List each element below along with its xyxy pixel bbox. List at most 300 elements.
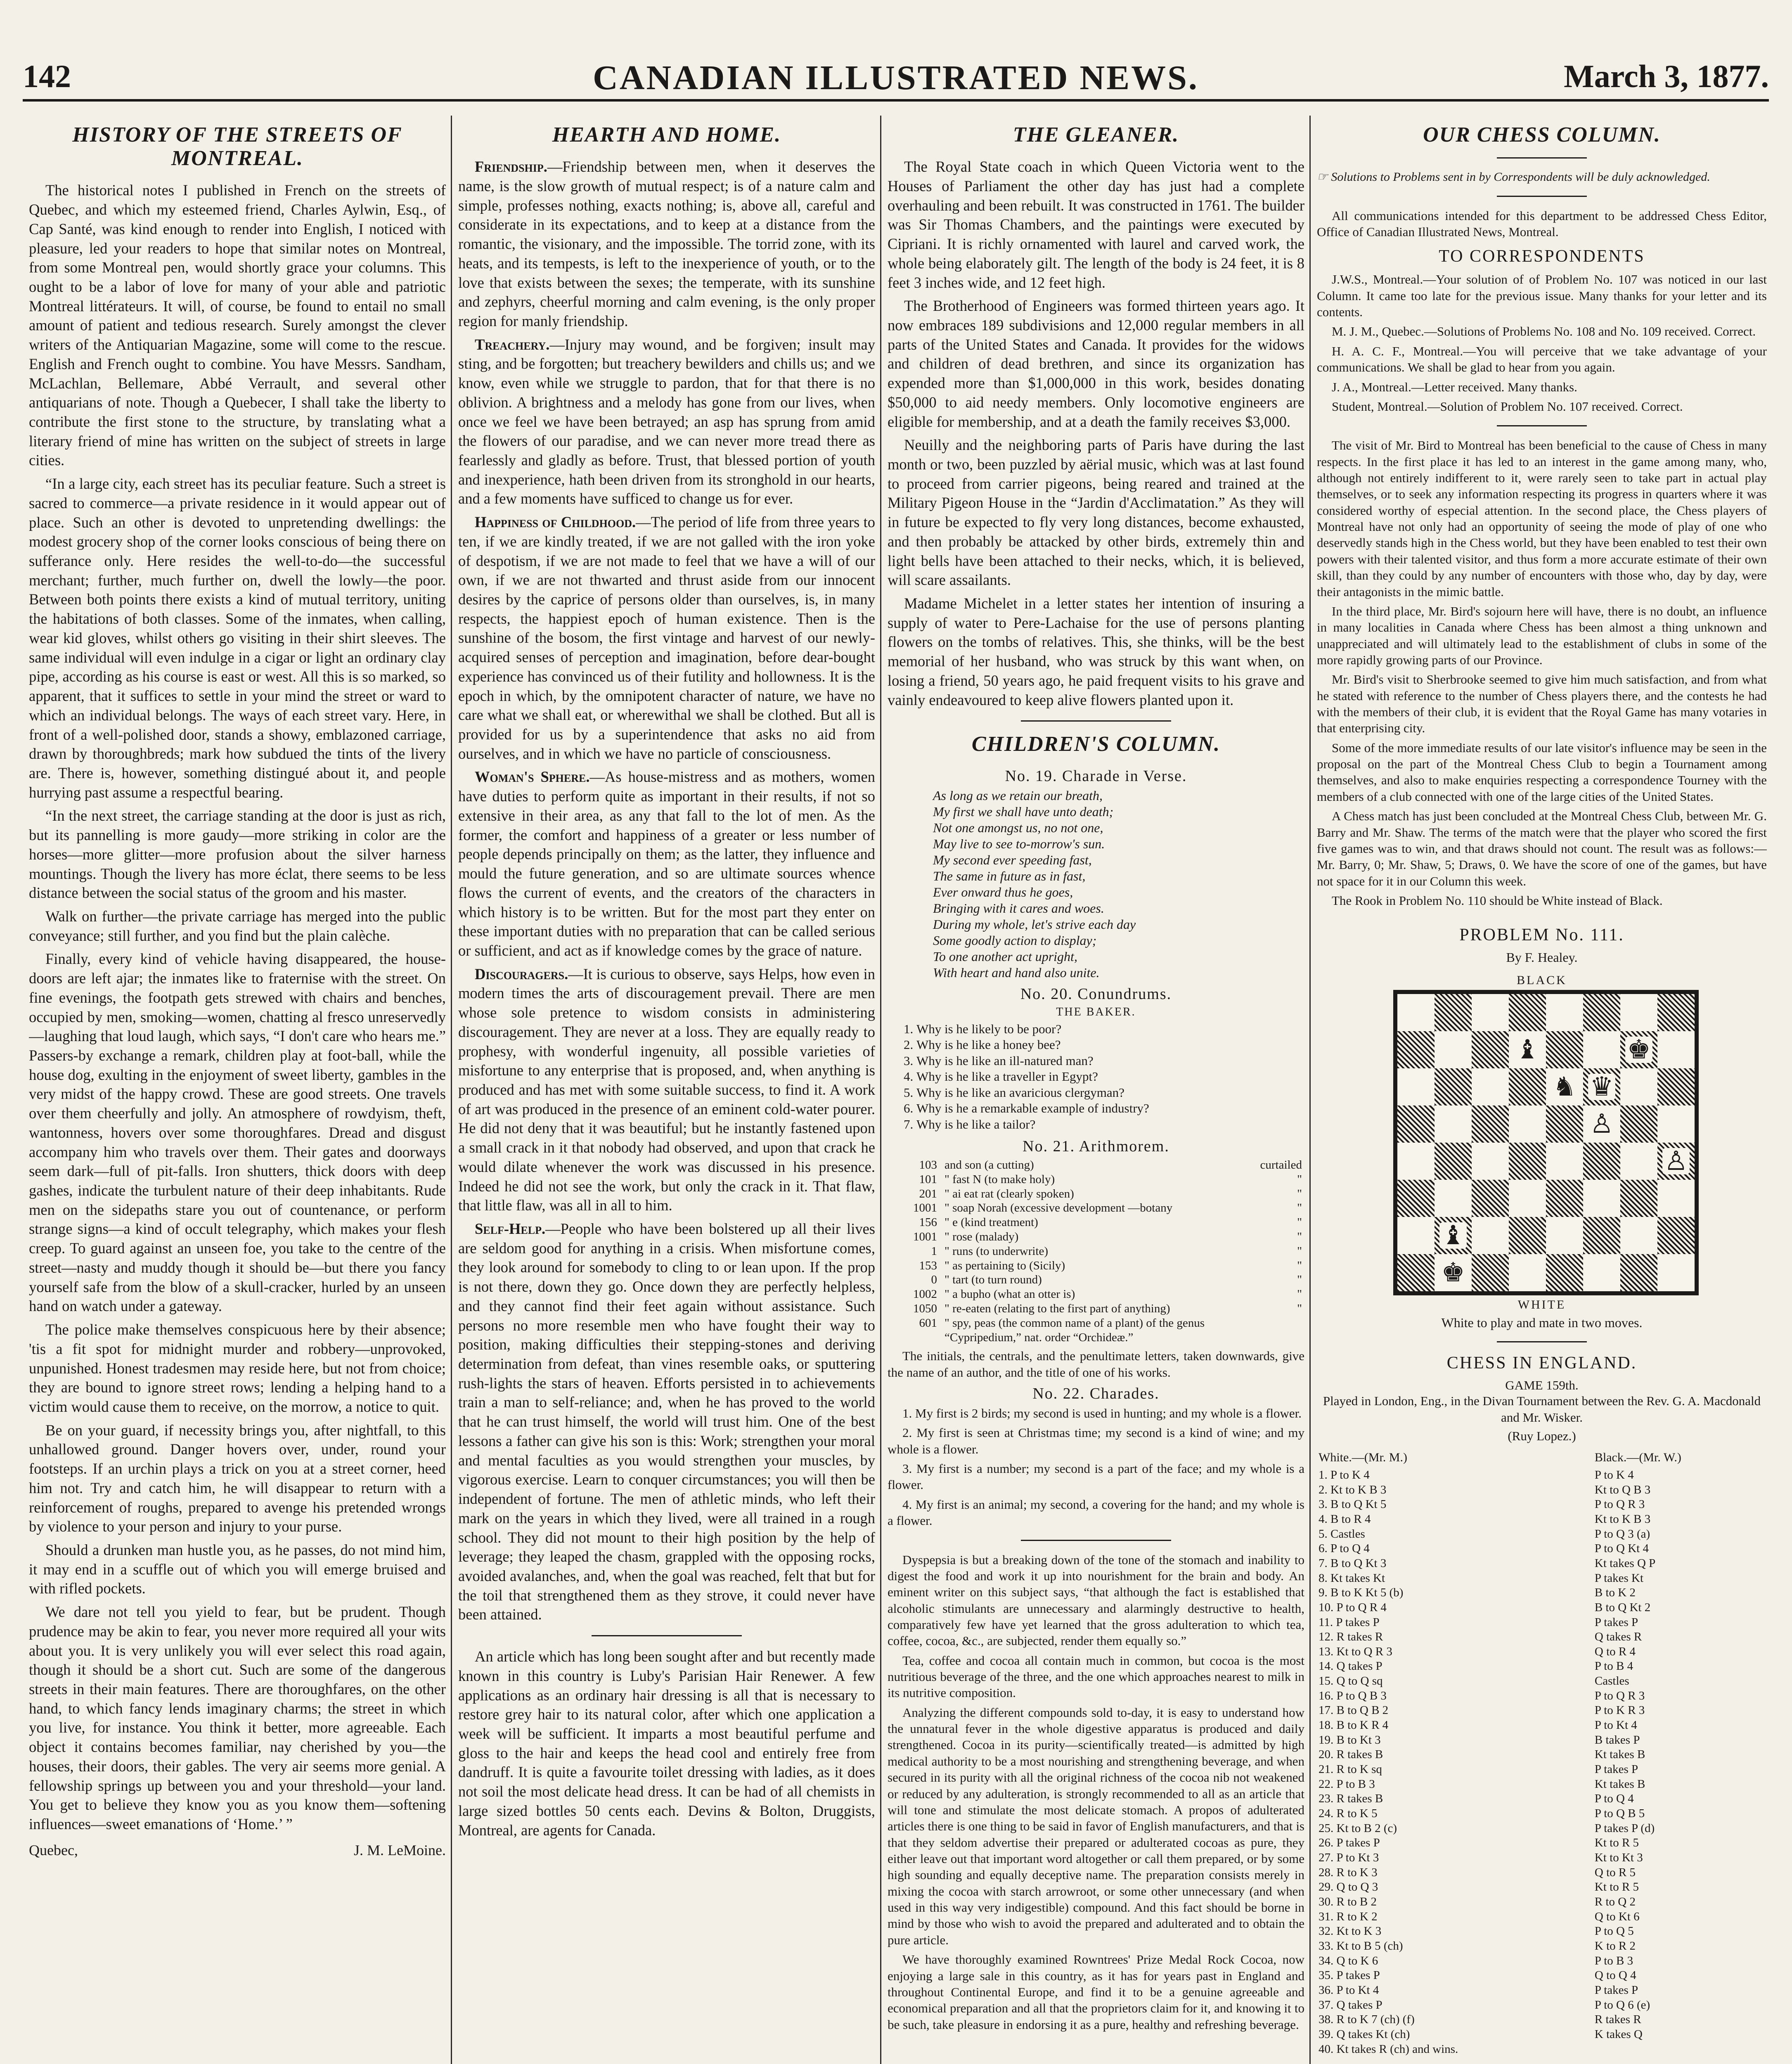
chess-piece-icon: ♙: [1662, 1148, 1689, 1174]
arithmorem-clue: and son (a cutting): [945, 1158, 1034, 1172]
black-move: B takes P: [1594, 1733, 1640, 1747]
black-move: P to B 4: [1594, 1659, 1633, 1673]
move-row: [1317, 1483, 1767, 1498]
arithmorem-note: ": [1297, 1201, 1302, 1215]
black-move: Kt to R 5: [1594, 1880, 1639, 1894]
article-paragraph: [458, 335, 875, 509]
black-move: P to Q 4: [1594, 1792, 1634, 1806]
arithmorem-note: ": [1297, 1230, 1302, 1243]
article-paragraph: Should a drunken man hustle you, as he passes, do not mind him, it may end in a scuffle out of which you will emerge bruised and with rifled pockets.: [29, 1541, 446, 1597]
white-move: 4. B to R 4: [1319, 1512, 1371, 1526]
move-row: [1317, 1571, 1767, 1586]
white-move: 5. Castles: [1319, 1527, 1365, 1541]
conundrum-item: 2. Why is he like a honey bee?: [916, 1037, 1304, 1053]
arithmorem-clue: " a bupho (what an otter is): [945, 1288, 1075, 1301]
move-row: [1317, 1556, 1767, 1571]
white-move: 22. P to B 3: [1319, 1777, 1375, 1791]
move-row: [1317, 1880, 1767, 1895]
paragraph-text: An article which has long been sought after and but recently made known in this country is Luby's Parisian Hair Renewer. A few applications as an ordinary hair dressing is all that is necessary to restore grey hair to its natural color, after which one application a week will be sufficient. It imparts a most beautiful perfume and gloss to the hair and keeps the head cool and entirely free from dandruff. It is quite a favourite toilet dressing with ladies, as it does not soil the most delicate head dress. It can be had of all chemists in large sized bottles 50 cents each. Devins & Bolton, Druggists, Montreal, are agents for Canada.: [458, 1648, 875, 1839]
article-title: HISTORY OF THE STREETS OF MONTREAL.: [72, 123, 402, 170]
arithmorem-clue: " e (kind treatment): [945, 1216, 1038, 1229]
white-move: 20. R takes B: [1319, 1748, 1383, 1761]
move-row: [1317, 1689, 1767, 1704]
section-rule: [1497, 425, 1587, 426]
white-move: 35. P takes P: [1319, 1969, 1380, 1982]
chess-note-text: Solutions to Problems sent in by Correspondents will be duly acknowledged.: [1331, 170, 1710, 184]
white-move: 31. R to K 2: [1319, 1910, 1378, 1923]
board-square: [1620, 1068, 1657, 1105]
white-header: White.—(Mr. M.): [1319, 1451, 1407, 1465]
arithmorem-row: [888, 1230, 1304, 1244]
board-square: [1509, 1180, 1546, 1217]
article-title: HEARTH AND HOME.: [552, 123, 781, 147]
chess-note: [1317, 169, 1767, 185]
white-move: 25. Kt to B 2 (c): [1319, 1821, 1397, 1835]
section-rule: [1497, 196, 1587, 197]
black-move: P to Q 6 (e): [1594, 1998, 1650, 2012]
white-label: WHITE: [1517, 1298, 1566, 1312]
black-move: Q to R 5: [1594, 1865, 1636, 1879]
board-square: [1583, 1105, 1620, 1143]
article-paragraph: [458, 965, 875, 1215]
arithmorem-note: ": [1297, 1288, 1302, 1301]
arithmorem-row: [888, 1172, 1304, 1187]
board-square: [1546, 994, 1583, 1031]
board-square: [1509, 1031, 1546, 1068]
article-paragraph: [458, 513, 875, 763]
pointing-hand-icon: ☞: [1317, 170, 1328, 184]
verse-line: Bringing with it cares and woes.: [933, 900, 1104, 916]
chess-paragraphs: [1317, 437, 1767, 909]
white-move: 38. R to K 7 (ch) (f): [1319, 2013, 1415, 2026]
charade-item: 2. My first is seen at Christmas time; my second is a kind of wine; and my whole is a flower.: [888, 1425, 1304, 1456]
black-move: B to Q Kt 2: [1594, 1600, 1651, 1614]
chess-piece-icon: ♝: [1514, 1037, 1541, 1063]
board-square: [1546, 1143, 1583, 1180]
board-square: [1397, 1143, 1435, 1180]
board-square: [1472, 1143, 1509, 1180]
conundrum-item: 4. Why is he like a traveller in Egypt?: [916, 1069, 1304, 1084]
correspondent-item: M. J. M., Quebec.—Solutions of Problems No. 108 and No. 109 received. Correct.: [1332, 324, 1756, 339]
article-paragraph: We dare not tell you yield to fear, but be prudent. Though prudence may be akin to fear, you never more required all your wits about you. It is very unlikely you will ever select this road again, though it should be a short cut. Such are some of the dangerous streets in their main features. There are thoroughfares, on the other hand, to which fancy lends imaginary charms; the street in which you live, for instance. You think it better, more agreeable. Each object it contains becomes familiar, nay cherished by you—the houses, their doors, their gables. The very air seems more genial. A fellowship springs up between you and your threshold—your land. You get to believe they know you as you know them—softening influences—sweet emanations of ‘Home.’ ”: [29, 1603, 446, 1833]
board-square: [1397, 1217, 1435, 1254]
board-square: [1472, 1068, 1509, 1105]
article-title: THE GLEANER.: [1013, 123, 1179, 147]
black-move: Q to R 4: [1594, 1645, 1636, 1658]
article-body: [29, 181, 446, 1834]
move-row: [1317, 1541, 1767, 1556]
white-move: 2. Kt to K B 3: [1319, 1483, 1387, 1496]
game-opening: (Ruy Lopez.): [1508, 1429, 1576, 1444]
move-row: [1317, 1497, 1767, 1512]
board-square: [1546, 1031, 1583, 1068]
section-rule: [1497, 157, 1587, 159]
black-move: P to K 4: [1594, 1468, 1634, 1482]
black-move: Kt to Kt 3: [1594, 1851, 1643, 1865]
white-move: 15. Q to Q sq: [1319, 1674, 1383, 1688]
move-row: [1317, 1865, 1767, 1880]
verse-line: Not one amongst us, no not one,: [933, 820, 1103, 835]
move-row: [1317, 1954, 1767, 1969]
paragraph-text: —It is curious to observe, says Helps, how even in modern times the arts of discouragement prevail. There are men whose sole pretence to wisdom consists in administering discouragement. They are never at a loss. They are equally ready to prophesy, with wonderful ingenuity, all possible varieties of misfortune to any enterprise that is proposed, and, when anything is produced and has met with some suitable success, to find it. A work of art was produced in the presence of an eminent cold-water pourer. He did not deny that it was beautiful; but he instantly fastened upon a small crack in it that nobody had observed, and upon that crack he would dilate whenever the work was discussed in his presence. Indeed he did not see the work, but only the crack in it. That flaw, that little flaw, was all in all to him.: [458, 965, 875, 1214]
column-gleaner: [888, 116, 1304, 2064]
chess-piece-icon: ♛: [1588, 1074, 1615, 1100]
column-chess: [1317, 116, 1767, 2064]
game-moves-table: [1317, 1450, 1767, 2057]
board-square: [1472, 994, 1509, 1031]
chess-paragraph: In the third place, Mr. Bird's sojourn here will have, there is no doubt, an influence in many localities in Canada where Chess has been almost a thing unknown and unappreciated and will ultimately lead to the establishment of clubs in some of the more rapidly growing parts of our Province.: [1317, 604, 1767, 667]
move-row: [1317, 1777, 1767, 1792]
article-paragraph: The Royal State coach in which Queen Victoria went to the Houses of Parliament the other day has just had a complete overhauling and been rebuilt. It was constructed in 1761. The builder was Sir Thomas Chambers, and the paintings were executed by Cipriani. It is richly ornamented with laurel and carved work, the whole being elaborately gilt. The length of the body is 24 feet, it is 8 feet 3 inches wide, and 12 feet high.: [888, 158, 1304, 291]
arithmorem-note: ": [1297, 1172, 1302, 1186]
board-square: [1509, 1143, 1546, 1180]
white-move: 24. R to K 5: [1319, 1807, 1378, 1820]
signature-place: Quebec,: [29, 1842, 78, 1858]
advert-paragraph: We have thoroughly examined Rowntrees' Prize Medal Rock Cocoa, now enjoying a large sale in this country, as it has for years past in England and throughout Continental Europe, and find it to be a genuine agreeable and economical preparation and all that the proprietors claim for it, and knowing it to be such, take pleasure in endorsing it as a pure, healthy and refreshing beverage.: [888, 1952, 1304, 2032]
move-row: [1317, 1983, 1767, 1998]
white-move: 7. B to Q Kt 3: [1319, 1556, 1387, 1570]
verse-line: The same in future as in fast,: [933, 868, 1086, 883]
white-move: 32. Kt to K 3: [1319, 1924, 1382, 1938]
section-rule: [1497, 1341, 1587, 1342]
white-move: 39. Q takes Kt (ch): [1319, 2027, 1410, 2041]
board-square: [1620, 1105, 1657, 1143]
white-move: 33. Kt to B 5 (ch): [1319, 1939, 1403, 1953]
correspondent-item: H. A. C. F., Montreal.—You will perceive that we take advantage of your communications. We shall be glad to hear from you again.: [1317, 343, 1767, 375]
issue-date: March 3, 1877.: [1564, 58, 1769, 94]
article-paragraph: The police make themselves conspicuous here by their absence; 'tis a fit spot for midnight murder and robbery—unprovoked, unpunished. Honest tradesmen may reside here, but not from choice; they are bound to ignore street rows; lending a helping hand to a victim would cause them to receive, on the morrow, a notice to quit.: [29, 1321, 446, 1415]
move-row: [1317, 1468, 1767, 1483]
article-paragraph: “In a large city, each street has its peculiar feature. Such a street is sacred to commerce—a private residence in it would appear out of place. Such an other is devoted to unpretending dwellings: the modest grocery shop of the corner looks conscious of being there on sufferance only. Here resides the well-to-do—the successful merchant; further, much further on, dwell the lowly—the poor. Between both points there exists a kind of mutual territory, uniting the habitations of both classes. Some of the inmates, when calling, wear kid gloves, whilst others go visiting in their shirt sleeves. The same individual will even indulge in a cigar or light an ordinary clay pipe, according as his course is east or west. All this is so marked, so apparent, that it suffices to settle in your mind the street or ward to which an individual belongs. The ways of each street vary. Here, in front of a well-polished door, stands a showy, emblazoned carriage, drawn by thoroughbreds; mark how subdued the tints of the livery are. There is, however, something distingué about it, and people hurrying past assume a respectful bearing.: [29, 475, 446, 801]
verse-line: My second ever speeding fast,: [933, 852, 1092, 867]
arithmorem-note: [1240, 1316, 1304, 1345]
charade-item: 3. My first is a number; my second is a part of the face; and my whole is a flower.: [888, 1461, 1304, 1492]
verse-line: May live to see to-morrow's sun.: [933, 836, 1105, 851]
problem-title: PROBLEM No. 111.: [1459, 925, 1624, 945]
board-square: [1620, 994, 1657, 1031]
move-row: [1317, 1703, 1767, 1718]
paragraph-lead: Treachery.: [475, 336, 550, 353]
move-row: [1317, 1910, 1767, 1924]
black-move: B to K 2: [1594, 1586, 1636, 1600]
paragraph-text: —As house-mistress and as mothers, women have duties to perform quite as important in their results, if not so extensive in their area, as any that fall to the lot of men. As the former, the comfort and happiness of a greater or less number of people depends principally on them; as the latter, they influence and mould the future generation, and so are ultimate sources whence flows the current of events, and the creators of the characters in which history is to be written. But for the most part they enter on these important duties with no preparation that can be called serious or sufficient, and act as if knowledge comes by the grace of nature.: [458, 768, 875, 959]
board-square: [1657, 1180, 1695, 1217]
conundrum-item: 6. Why is he a remarkable example of industry?: [916, 1101, 1304, 1116]
board-square: [1472, 1031, 1509, 1068]
arithmorem-clue: " re-eaten (relating to the first part of anything): [945, 1302, 1170, 1315]
arithmorem-number: 1001: [913, 1201, 937, 1215]
move-row: [1317, 1512, 1767, 1527]
chess-paragraph: The Rook in Problem No. 110 should be White instead of Black.: [1332, 893, 1663, 908]
masthead: [23, 25, 1769, 120]
board-square: [1472, 1217, 1509, 1254]
black-move: Kt takes B: [1594, 1777, 1645, 1791]
arithmorem-number: 1: [931, 1244, 937, 1258]
arithmorem-note: curtailed: [1260, 1158, 1302, 1172]
board-square: [1620, 1031, 1657, 1068]
white-move: 13. Kt to Q R 3: [1319, 1645, 1392, 1658]
board-square: [1657, 1143, 1695, 1180]
board-square: [1657, 994, 1695, 1031]
black-move: P takes Kt: [1594, 1571, 1644, 1585]
paragraph-text: —The period of life from three years to ten, if we are kindly treated, if we are not galled with the iron yoke of despotism, if we are not made to feel that we have a will of our own, if we are not thwarted and thrust aside from our innocent desires by the caprice of persons older than ourselves, is, in many respects, the happiest epoch of human existence. Then is the sunshine of the bosom, the first vintage and harvest of our newly-acquired senses of perception and imagination, before dear-bought experience has convinced us of their futility and hollowness. It is the epoch in which, by the omnipotent character of nature, we have no care what we shall eat, or wherewithal we shall be clothed. But all is provided for us by a superintendence that asks no aid from ourselves, and in which we have no particle of consciousness.: [458, 514, 875, 762]
board-square: [1657, 1031, 1695, 1068]
conundrum-item: 7. Why is he like a tailor?: [916, 1117, 1304, 1132]
board-square: [1620, 1143, 1657, 1180]
conundrum-item: 5. Why is he like an avaricious clergyman?: [916, 1085, 1304, 1101]
verse-line: During my whole, let's strive each day: [933, 916, 1136, 932]
board-square: [1583, 1031, 1620, 1068]
board-square: [1546, 1254, 1583, 1291]
board-square: [1397, 1068, 1435, 1105]
move-row: [1317, 1600, 1767, 1615]
arithmorem-clue: " fast N (to make holy): [945, 1172, 1055, 1186]
move-row: [1317, 1659, 1767, 1674]
arithmorem-number: 0: [931, 1273, 937, 1287]
chess-piece-icon: ♚: [1439, 1259, 1466, 1286]
board-square: [1435, 1105, 1472, 1143]
paragraph-lead: Woman's Sphere.: [475, 768, 590, 786]
charade-item: 1. My first is 2 birds; my second is used in hunting; and my whole is a flower.: [902, 1406, 1302, 1421]
white-move: 18. B to K R 4: [1319, 1718, 1389, 1732]
section-rule: [1021, 1540, 1171, 1541]
newspaper-title: CANADIAN ILLUSTRATED NEWS.: [593, 59, 1199, 97]
white-move: 12. R takes R: [1319, 1630, 1383, 1644]
white-move: 40. Kt takes R (ch) and wins.: [1319, 2042, 1458, 2056]
board-square: [1583, 1143, 1620, 1180]
board-square: [1435, 994, 1472, 1031]
move-row: [1317, 1851, 1767, 1865]
signature: [29, 1842, 446, 1859]
problem-author: By F. Healey.: [1506, 950, 1578, 965]
correspondent-item: J.W.S., Montreal.—Your solution of of Problem No. 107 was noticed in our last Column. It came too late for the previous issue. Many thanks for your letter and its contents.: [1317, 272, 1767, 320]
arithmorem-table: [888, 1158, 1304, 1344]
black-move: [1593, 2042, 1767, 2057]
puzzle-heading: No. 19. Charade in Verse.: [1005, 767, 1187, 785]
black-move: K takes Q: [1594, 2027, 1643, 2041]
white-move: 27. P to Kt 3: [1319, 1851, 1379, 1865]
puzzle-heading: No. 22. Charades.: [1032, 1385, 1160, 1403]
masthead-rule: [23, 99, 1769, 102]
move-row: [1317, 1821, 1767, 1836]
move-row: [1317, 1645, 1767, 1659]
move-row: [1317, 1924, 1767, 1939]
conundrum-item: 1. Why is he likely to be poor?: [916, 1021, 1304, 1037]
section-title: CHILDREN'S COLUMN.: [971, 732, 1221, 756]
advert-cocoa: [888, 1552, 1304, 2033]
article-paragraph: Madame Michelet in a letter states her intention of insuring a supply of water to Pere-Lachaise for the use of persons planting flowers on the tombs of relatives. This, she thinks, will be the best memorial of her husband, who was struck by this want when, on losing a friend, 50 years ago, he paid frequent visits to his grave and vainly endeavoured to keep alive flowers planted upon it.: [888, 595, 1304, 708]
board-square: [1620, 1254, 1657, 1291]
board-square: [1397, 1105, 1435, 1143]
puzzle-heading: No. 21. Arithmorem.: [1023, 1137, 1169, 1155]
board-square: [1583, 1217, 1620, 1254]
board-square: [1435, 1143, 1472, 1180]
signature-author: J. M. LeMoine.: [354, 1842, 446, 1858]
verse-line: As long as we retain our breath,: [933, 788, 1103, 803]
article-body: [458, 157, 875, 1840]
board-square: [1435, 1068, 1472, 1105]
arithmorem-number: 201: [919, 1187, 937, 1200]
verse-line: To one another act upright,: [933, 949, 1077, 964]
arithmorem-note: ": [1297, 1302, 1302, 1315]
black-move: R takes R: [1594, 2013, 1641, 2026]
white-move: 34. Q to K 6: [1319, 1954, 1378, 1967]
chess-paragraph: Some of the more immediate results of our late visitor's influence may be seen in the proposal on the part of the Montreal Chess Club to begin a Tournament among themselves, and also to make enquiries respecting a correspondence Tourney with the members of a club connected with one of the large cities of the United States.: [1317, 740, 1767, 804]
chess-paragraph: Mr. Bird's visit to Sherbrooke seemed to give him much satisfaction, and from what he stated with reference to the number of Chess players there, and the contests he had with the members of their club, it is evident that the Royal Game has many votaries in that enterprising city.: [1317, 672, 1767, 736]
black-move: P to Kt 4: [1594, 1718, 1637, 1732]
move-row: [1317, 1674, 1767, 1689]
arithmorem-number: 153: [919, 1259, 937, 1272]
charade-list: [888, 1405, 1304, 1529]
board-square: [1509, 1068, 1546, 1105]
board-square: [1546, 1068, 1583, 1105]
arithmorem-number: 601: [919, 1316, 937, 1330]
board-square: [1397, 1180, 1435, 1217]
arithmorem-clue: " soap Norah (excessive development —botany: [945, 1201, 1173, 1215]
charade-item: 4. My first is an animal; my second, a covering for the hand; and my whole is a flower.: [888, 1497, 1304, 1528]
black-move: Kt to Q B 3: [1594, 1483, 1651, 1496]
article-paragraph: Walk on further—the private carriage has merged into the public conveyance; still further, and you find but the plain calèche.: [29, 907, 446, 944]
black-label: BLACK: [1517, 973, 1567, 987]
puzzle-heading: No. 20. Conundrums.: [1020, 985, 1172, 1003]
black-move: P takes P: [1594, 1763, 1638, 1776]
black-move: P takes P: [1594, 1615, 1638, 1629]
board-square: [1546, 1105, 1583, 1143]
arithmorem-clue: " as pertaining to (Sicily): [945, 1259, 1065, 1272]
verse-line: Ever onward thus he goes,: [933, 884, 1073, 899]
board-square: [1583, 1180, 1620, 1217]
white-move: 17. B to Q B 2: [1319, 1704, 1389, 1717]
game-heading: CHESS IN ENGLAND.: [1446, 1354, 1637, 1373]
verse-line: With heart and hand also unite.: [933, 965, 1100, 980]
column-divider: [1309, 116, 1311, 2064]
board-square: [1472, 1180, 1509, 1217]
problem-caption: White to play and mate in two moves.: [1441, 1315, 1643, 1330]
move-row: [1317, 1615, 1767, 1630]
board-square: [1435, 1180, 1472, 1217]
advert-paragraph: Dyspepsia is but a breaking down of the tone of the stomach and inability to digest the food and work it up into nourishment for the brain and body. An eminent writer on this subject says, “that although the fact is established that alcoholic stimulants are unnecessary and alarmingly destructive to health, comparatively few have yet learned that the gross adulteration to which tea, coffee, cocoa, &c., are subjected, render them equally so.”: [888, 1552, 1304, 1648]
section-rule: [1021, 720, 1171, 722]
board-square: [1657, 1105, 1695, 1143]
board-square: [1657, 1254, 1695, 1291]
black-move: Kt to K B 3: [1594, 1512, 1651, 1526]
arithmorem-number: 101: [919, 1172, 937, 1186]
arithmorem-note: ": [1297, 1244, 1302, 1258]
arithmorem-row: [888, 1302, 1304, 1316]
column-divider: [451, 116, 452, 2064]
white-move: 16. P to Q B 3: [1319, 1689, 1387, 1702]
article-paragraph: Be on your guard, if necessity brings you, after nightfall, to this unhallowed ground. Danger hovers over, under, round your footsteps. If an urchin plays a trick on you at a street corner, heed him not. Try and catch him, he will disappear to return with a reinforcement of roughs, prepared to avenge his pretended wrongs by violence to your person and injury to your purse.: [29, 1421, 446, 1535]
black-move: P takes P: [1594, 1983, 1638, 1997]
white-move: 37. Q takes P: [1319, 1998, 1382, 2012]
verse-line: Some goodly action to display;: [933, 933, 1097, 948]
move-row: [1317, 1630, 1767, 1645]
move-row: [1317, 2012, 1767, 2027]
black-move: P to Q Kt 4: [1594, 1542, 1649, 1555]
article-paragraph: “In the next street, the carriage standing at the door is just as rich, but its pannelling is more gaudy—more striking in color are the horses—more glitter—more profusion about the silver harness mountings. Though the livery has more éclat, there seems to be less distance between the social status of the groom and his master.: [29, 807, 446, 902]
black-move: P to B 3: [1594, 1954, 1633, 1967]
move-row: [1317, 1895, 1767, 1910]
arithmorem-note: ": [1297, 1259, 1302, 1272]
board-square: [1472, 1254, 1509, 1291]
arithmorem-clue: " runs (to underwrite): [945, 1244, 1049, 1258]
black-move: P to Q 3 (a): [1594, 1527, 1650, 1541]
board-square: [1397, 1031, 1435, 1068]
white-move: 19. B to Kt 3: [1319, 1733, 1381, 1747]
arithmorem-row: [888, 1244, 1304, 1259]
move-row: [1317, 2027, 1767, 2042]
paragraph-text: —Friendship between men, when it deserves the name, is the slow growth of mutual respect; is of a nature calm and simple, professes nothing, exacts nothing; is, above all, careful and considerate in its expectations, and to keep at a distance from the romantic, the visionary, and the impossible. The torrid zone, with its heats, and its tempests, is left to the inexperience of youth, or to the love that exists between the sexes; the temperate, with its sunshine and zephyrs, cheerful morning and calm evening, is the only proper region for manly friendship.: [458, 158, 875, 329]
correspondents-heading: TO CORRESPONDENTS: [1439, 247, 1645, 266]
advert-paragraph: Analyzing the different compounds sold to-day, it is easy to understand how the unnatural fever in the whole digestive apparatus is produced and daily strengthened. Cocoa in its purity—scientifically treated—is admitted by high medical authority to be a most nourishing and strengthening beverage, and when secured in its purity with all the original richness of the cocoa nib not weakened or reduced by any adulteration, is strongly recommended to all as an article that will tone and stimulate the most delicate stomach. A propos of adulterated articles there is one thing to be said in favor of English manufacturers, and that is that they seldom advertise their prepared or adulterated cocoas as pure, they either leave out that important word altogether or call them prepared, or by some high sounding and equally deceptive name. The preparation consists merely in mixing the cocoa with starch arrowroot, or some other unnecessary (and when used in this way very indigestible) compound. And this fact should be borne in mind by those who wish to avoid the prepared and adulterated and to obtain the pure article.: [888, 1705, 1304, 1947]
arithmorem-row: [888, 1287, 1304, 1302]
arithmorem-row: [888, 1316, 1304, 1345]
black-move: R to Q 2: [1594, 1895, 1636, 1908]
board-square: [1509, 1105, 1546, 1143]
arithmorem-row: [888, 1273, 1304, 1287]
correspondent-item: J. A., Montreal.—Letter received. Many thanks.: [1332, 379, 1577, 394]
column-history: [29, 116, 446, 2064]
chess-piece-icon: ♞: [1551, 1074, 1578, 1100]
arithmorem-row: [888, 1158, 1304, 1172]
white-move: 21. R to K sq: [1319, 1763, 1382, 1776]
arithmorem-clue: " tart (to turn round): [945, 1273, 1042, 1287]
paragraph-lead: Self-Help.: [475, 1220, 546, 1237]
column-hearth: [458, 116, 875, 2064]
move-row: [1317, 1747, 1767, 1762]
white-move: 8. Kt takes Kt: [1319, 1571, 1385, 1585]
white-move: 9. B to K Kt 5 (b): [1319, 1586, 1404, 1600]
article-paragraph: [458, 157, 875, 331]
arithmorem-number: 1001: [913, 1230, 937, 1243]
board-square: [1435, 1217, 1472, 1254]
chess-paragraph: A Chess match has just been concluded at the Montreal Chess Club, between Mr. G. Barry and Mr. Shaw. The terms of the match were that the player who scored the first five games was to win, and that draws should not count. The result was as follows:—Mr. Barry, 0; Mr. Shaw, 5; Draws, 0. We have the score of one of the games, but have not space for it in our Column this week.: [1317, 809, 1767, 888]
article-paragraph: [458, 1647, 875, 1840]
move-row: [1317, 1586, 1767, 1600]
board-square: [1583, 1068, 1620, 1105]
verse-line: My first we shall have unto death;: [933, 804, 1114, 819]
column-divider: [880, 116, 881, 2064]
board-square: [1657, 1217, 1695, 1254]
move-row: [1317, 1718, 1767, 1733]
chess-paragraph: The visit of Mr. Bird to Montreal has been beneficial to the cause of Chess in many respects. In the first place it has led to an interest in the game among many, who, although not entirely indifferent to it, were rarely seen to take part in actual play themselves, or to seek any information respecting its progress in quarters where it was considered worthy of especial attention. In the second place, the Chess players of Montreal have not only had an opportunity of seeing the mode of play of one who deservedly stands high in the Chess world, but they have been enabled to test their own powers with their talented visitor, and thus form a more accurate estimate of their own skill, than they could by any number of encounters with those who, day by day, were their antagonists in the mimic battle.: [1317, 438, 1767, 599]
advert-paragraph: Tea, coffee and cocoa all contain much in common, but cocoa is the most nutritious beverage of the three, and the one which approaches nearest to milk in its nutritive composition.: [888, 1653, 1304, 1700]
game-number: GAME 159th.: [1505, 1378, 1579, 1393]
black-move: Q takes R: [1594, 1630, 1642, 1644]
black-move: Kt takes Q P: [1594, 1556, 1656, 1570]
page-number: 142: [23, 58, 71, 94]
board-square: [1397, 1254, 1435, 1291]
white-move: 3. B to Q Kt 5: [1319, 1498, 1387, 1511]
black-move: P to Q R 3: [1594, 1689, 1645, 1702]
correspondent-item: Student, Montreal.—Solution of Problem No. 107 received. Correct.: [1332, 399, 1683, 414]
white-move: 1. P to K 4: [1319, 1468, 1370, 1482]
article-paragraph: The historical notes I published in French on the streets of Quebec, and which my esteemed friend, Charles Aylwin, Esq., of Cap Santé, was kind enough to render into English, I noticed with pleasure, led your readers to hope that similar notes on Montreal, from some Montreal pen, would shortly grace your columns. This ought to be a labor of love for many of your able and patriotic Montreal littérateurs. It will, of course, be found to entail no small amount of patient and tedious research. Surely amongst the clever writers of the Antiquarian Magazine, some will come to the rescue. English and French ought to combine. You have Messrs. Sandham, McLachlan, Bellemare, Abbé Verrault, and several other antiquarians of note. Though a Quebecer, I shall take the liberty to contribute the first stone to the structure, by translating what a literary friend of mine has written on the subject of streets in large cities.: [29, 182, 446, 469]
board-square: [1472, 1105, 1509, 1143]
board-square: [1546, 1180, 1583, 1217]
move-row: [1317, 1792, 1767, 1806]
black-move: Kt to R 5: [1594, 1836, 1639, 1850]
article-paragraph: [458, 1219, 875, 1624]
chess-piece-icon: ♚: [1625, 1037, 1652, 1063]
black-move: P to Q B 5: [1594, 1807, 1645, 1820]
arithmorem-number: 156: [919, 1216, 937, 1229]
arithmorem-clue: " ai eat rat (clearly spoken): [945, 1187, 1074, 1200]
white-move: 23. R takes B: [1319, 1792, 1383, 1806]
paragraph-text: —People who have been bolstered up all their lives are seldom good for anything in a crisis. When misfortune comes, they look around for somebody to cling to or lean upon. If the prop is not there, down they go. Once down they are perfectly helpless, and they cannot find their feet again without assistance. Such persons no more resemble men who have fought their way to position, making difficulties their stepping-stones and deriving determination from defeat, than vines resemble oaks, or sputtering rush-lights the stars of heaven. Efforts persisted in to achievements train a man to self-reliance; and, when he has proved to the world that he can trust himself, the world will trust him. One of the best lessons a father can give his son is this: Work; strengthen your moral and mental faculties as you would strengthen your muscles, by vigorous exercise. Learn to conquer circumstances; you will then be independent of fortune. The men of athletic minds, who left their mark on the years in which they lived, were all trained in a rough school. They did not mount to their high position by the help of leverage; they leaped the chasm, grappled with the opposing rocks, avoided avalanches, and, when the goal was reached, felt that but for the toil that strengthened them as they strove, it could never have been attained.: [458, 1220, 875, 1623]
white-move: 36. P to Kt 4: [1319, 1983, 1379, 1997]
article-paragraph: [458, 767, 875, 960]
